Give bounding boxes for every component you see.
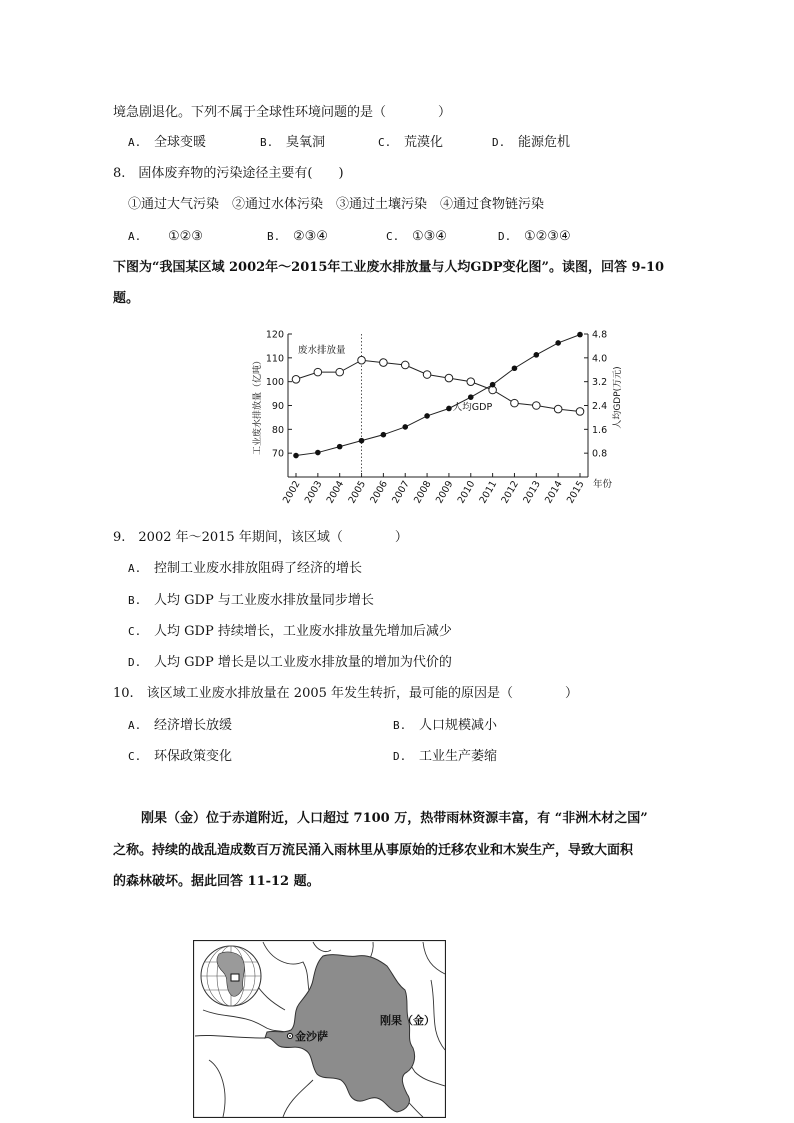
q10-option-b: B. 人口规模减小 <box>393 718 498 733</box>
wastewater-gdp-chart <box>248 324 628 514</box>
x-tick-label: 2009 <box>433 479 456 506</box>
q9-option-b: B. 人均 GDP 与工业废水排放量同步增长 <box>128 593 374 608</box>
intro-9-10-line2: 题。 <box>113 291 140 306</box>
intro-11-12-line2: 之称。持续的战乱造成数百万流民涌入雨林里从事原始的迁移农业和木炭生产，导致大面积 <box>113 843 634 858</box>
wastewater-point <box>380 359 388 367</box>
q9-option-a: A. 控制工业废水排放阻碍了经济的增长 <box>128 561 363 576</box>
right-tick-label: 2.4 <box>592 401 608 412</box>
q10-option-c: C. 环保政策变化 <box>128 749 233 764</box>
wastewater-point <box>292 375 300 383</box>
wastewater-point <box>511 399 519 407</box>
q7-option-c: C. 荒漠化 <box>378 135 444 150</box>
gdp-point <box>381 432 387 438</box>
x-tick-label: 2005 <box>346 479 369 506</box>
q10-option-d: D. 工业生产萎缩 <box>393 749 498 764</box>
right-tick-label: 4.8 <box>592 329 608 341</box>
gdp-point <box>315 450 321 456</box>
series-label-gdp: 人均GDP <box>452 401 493 413</box>
left-axis-label: 工业废水排放量（亿吨） <box>253 355 263 456</box>
right-tick-label: 0.8 <box>592 448 608 460</box>
wastewater-point <box>423 371 431 379</box>
kinshasa-label: 金沙萨 <box>295 1030 328 1043</box>
q7-stem: 境急剧退化。下列不属于全球性环境问题的是（ ） <box>113 105 452 120</box>
congo-map <box>193 940 446 1118</box>
wastewater-point <box>554 405 562 413</box>
gdp-point <box>512 365 518 371</box>
wastewater-point <box>576 408 584 416</box>
x-axis-label: 年份 <box>593 479 613 490</box>
x-tick-label: 2015 <box>564 479 587 506</box>
gdp-point <box>555 340 561 346</box>
gdp-point <box>293 453 299 459</box>
gdp-point <box>577 332 583 338</box>
gdp-point <box>337 444 343 450</box>
gdp-point <box>359 438 365 444</box>
x-tick-label: 2011 <box>477 479 500 506</box>
q8-items: ①通过大气污染 ②通过水体污染 ③通过土壤污染 ④通过食物链污染 <box>128 197 545 212</box>
gdp-point <box>402 424 408 430</box>
right-tick-label: 3.2 <box>592 377 608 389</box>
gdp-point <box>468 394 474 400</box>
q10-option-a: A. 经济增长放缓 <box>128 718 233 733</box>
x-tick-label: 2014 <box>543 479 565 506</box>
wastewater-point <box>336 368 344 376</box>
q8-option-a: A. ①②③ <box>128 229 203 244</box>
right-axis-label: 人均GDP(万元) <box>613 366 623 429</box>
left-tick-label: 80 <box>271 424 284 436</box>
intro-11-12-line3: 的森林破坏。据此回答 11-12 题。 <box>113 874 320 889</box>
q7-option-b: B. 臭氧洞 <box>260 135 326 150</box>
x-tick-label: 2008 <box>412 479 434 506</box>
x-tick-label: 2003 <box>302 479 325 506</box>
q9-option-c: C. 人均 GDP 持续增长，工业废水排放量先增加后减少 <box>128 624 452 639</box>
q8-option-d: D. ①②③④ <box>498 229 571 244</box>
q8-stem: 8. 固体废弃物的污染途径主要有( ) <box>113 166 344 181</box>
x-tick-label: 2010 <box>455 479 478 506</box>
q7-option-a: A. 全球变暖 <box>128 135 207 150</box>
wastewater-point <box>533 402 541 410</box>
globe-inset-icon <box>201 946 261 1006</box>
gdp-point <box>534 352 540 358</box>
wastewater-point <box>445 374 453 382</box>
left-tick-label: 70 <box>271 448 284 460</box>
intro-11-12-line1: 刚果（金）位于赤道附近，人口超过 7100 万，热带雨林资源丰富，有 “非洲木材之国” <box>141 811 648 826</box>
gdp-point <box>490 382 496 388</box>
x-tick-label: 2013 <box>521 479 543 506</box>
q7-option-d: D. 能源危机 <box>492 135 571 150</box>
x-tick-label: 2007 <box>390 479 412 506</box>
wastewater-point <box>358 356 366 364</box>
x-tick-label: 2006 <box>368 479 390 506</box>
gdp-point <box>424 413 430 419</box>
left-tick-label: 120 <box>265 329 284 341</box>
wastewater-point <box>467 378 475 386</box>
x-tick-label: 2002 <box>280 479 303 506</box>
q9-stem: 9. 2002 年～2015 年期间，该区域（ ） <box>113 530 408 545</box>
left-tick-label: 110 <box>265 353 284 365</box>
x-tick-label: 2004 <box>324 479 347 506</box>
q9-option-d: D. 人均 GDP 增长是以工业废水排放量的增加为代价的 <box>128 655 452 670</box>
drc-country-label: 刚果（金） <box>380 1014 435 1027</box>
wastewater-point <box>401 361 409 369</box>
q10-stem: 10. 该区域工业废水排放量在 2005 年发生转折，最可能的原因是（ ） <box>113 686 579 701</box>
wastewater-point <box>314 368 322 376</box>
gdp-point <box>446 406 452 412</box>
x-tick-label: 2012 <box>499 479 522 506</box>
left-tick-label: 100 <box>265 377 284 389</box>
right-tick-label: 1.6 <box>592 424 608 436</box>
series-label-wastewater: 废水排放量 <box>298 345 346 357</box>
q8-option-c: C. ①③④ <box>386 229 447 244</box>
intro-9-10-line1: 下图为“我国某区域 2002年～2015年工业废水排放量与人均GDP变化图”。读图，回答 9-10 <box>113 260 665 275</box>
q8-option-b: B. ②③④ <box>267 229 328 244</box>
left-tick-label: 90 <box>271 401 284 412</box>
right-tick-label: 4.0 <box>592 353 608 365</box>
